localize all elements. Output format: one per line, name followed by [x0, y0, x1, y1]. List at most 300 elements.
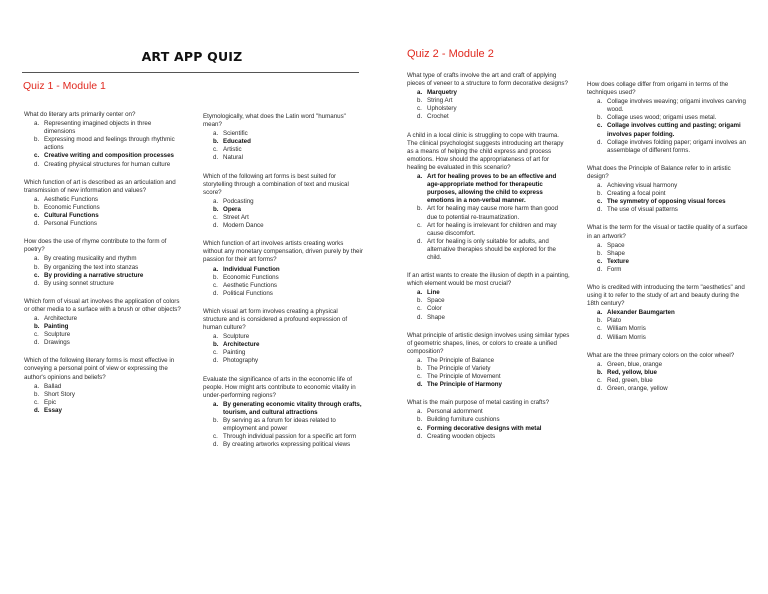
answer-options: [203, 266, 363, 298]
answer-option: [24, 264, 184, 272]
question-text: Who is credited with introducing the term "aesthetics" and using it to refer to the study of art and beauty during the 18th century?: [587, 283, 745, 308]
option-letter: b.: [417, 205, 423, 213]
option-letter: b.: [597, 249, 603, 257]
question-block: [407, 399, 570, 440]
question-block: [407, 132, 570, 263]
option-text: Aesthetic Functions: [223, 281, 277, 289]
option-text: Short Story: [44, 390, 75, 398]
answer-option: [24, 331, 184, 339]
answer-option-correct: [407, 173, 570, 205]
answer-option: [203, 214, 363, 222]
answer-option: [203, 357, 363, 365]
option-letter: b.: [213, 417, 219, 424]
question-block: [24, 357, 184, 415]
option-letter: d.: [34, 160, 40, 168]
option-letter: d.: [34, 339, 40, 347]
option-text: Painting: [223, 349, 246, 357]
option-text: Collage involves weaving; origami involves carving wood.: [607, 98, 746, 114]
question-text: Which of the following literary forms is most effective in conveying a personal point of view or expressing the author's opinions and beliefs?: [24, 357, 175, 381]
option-letter: c.: [597, 257, 603, 265]
option-letter: b.: [34, 203, 40, 211]
question-block: [407, 332, 570, 390]
option-text: Collage involves folding paper; origami involves an assemblage of different forms.: [607, 138, 746, 154]
option-text: Art for healing proves to be an effective and age-appropriate method for therapeutic purposes, allowing the child to express emotions in a non-verbal manner.: [427, 173, 557, 205]
option-text: The Principle of Variety: [427, 365, 491, 372]
option-text: Collage uses wood; origami uses metal.: [607, 114, 717, 122]
option-text: Natural: [223, 154, 243, 162]
option-text: Plato: [607, 317, 622, 325]
question-text: What is the main purpose of metal casting in crafts?: [407, 399, 550, 407]
answer-option: [203, 274, 363, 282]
answer-option: [407, 238, 570, 262]
option-letter: a.: [34, 195, 40, 203]
option-letter: d.: [34, 279, 40, 287]
option-letter: c.: [597, 376, 602, 384]
answer-option: [203, 441, 363, 449]
option-letter: c.: [213, 433, 218, 441]
option-letter: a.: [417, 408, 423, 416]
question-text: What is the term for the visual or tactile quality of a surface in an artwork?: [587, 224, 748, 240]
answer-option: [24, 339, 184, 347]
answer-option: [587, 317, 750, 325]
answer-option: [587, 334, 750, 342]
option-text: Opera: [223, 205, 241, 213]
option-letter: c.: [417, 373, 422, 381]
answer-options: [203, 401, 363, 450]
option-text: Color: [427, 305, 442, 313]
question-block: [587, 81, 750, 155]
answer-option: [203, 290, 363, 298]
option-text: Shape: [427, 313, 445, 321]
answer-options: [407, 357, 570, 389]
option-letter: d.: [417, 381, 423, 389]
answer-option: [203, 198, 363, 206]
option-text: Marquetry: [427, 89, 457, 97]
answer-option: [407, 433, 570, 441]
option-text: The symmetry of opposing visual forces: [607, 198, 726, 206]
answer-option-correct: [587, 258, 750, 266]
option-text: Street Art: [223, 214, 249, 222]
answer-options: [203, 130, 363, 162]
question-block: [587, 352, 750, 393]
answer-option: [587, 190, 750, 198]
option-letter: b.: [213, 138, 219, 146]
question-text: How does collage differ from origami in terms of the techniques used?: [587, 81, 729, 97]
option-letter: a.: [34, 382, 40, 390]
answer-option: [407, 113, 570, 121]
option-text: Alexander Baumgarten: [607, 309, 675, 317]
option-text: Epic: [44, 398, 57, 406]
option-letter: b.: [34, 323, 40, 331]
option-letter: b.: [417, 416, 423, 424]
answer-option: [24, 383, 184, 391]
option-text: Red, green, blue: [607, 376, 653, 384]
option-text: Photography: [223, 357, 259, 365]
option-text: The Principle of Movement: [427, 373, 501, 381]
document-title: ART APP QUIZ: [141, 49, 243, 64]
option-letter: d.: [213, 222, 219, 230]
option-text: Space: [607, 241, 625, 249]
answer-options: [203, 198, 363, 230]
option-text: Green, blue, orange: [607, 360, 663, 368]
quiz-2-column-2: [587, 81, 750, 403]
question-block: [203, 173, 363, 231]
option-letter: a.: [417, 173, 423, 181]
answer-option: [407, 416, 570, 424]
answer-option: [587, 182, 750, 190]
option-letter: a.: [597, 98, 603, 106]
answer-option-correct: [24, 323, 184, 331]
option-text: Drawings: [44, 339, 70, 347]
option-letter: b.: [597, 114, 603, 122]
option-text: Space: [427, 297, 445, 305]
answer-option: [407, 222, 570, 238]
option-text: Podcasting: [223, 197, 254, 205]
answer-options: [407, 173, 570, 262]
option-letter: d.: [417, 432, 423, 440]
answer-option-correct: [407, 289, 570, 297]
question-block: [203, 113, 363, 163]
question-text: A child in a local clinic is struggling to cope with trauma. The clinical psychologist suggests introducing art therapy as a means of helping the child express and process emotions. How should the appropriateness of art for healing be evaluated in this scenario?: [407, 131, 564, 171]
quiz-1-column-1: [24, 111, 184, 425]
option-letter: a.: [213, 400, 219, 408]
option-text: Green, orange, yellow: [607, 385, 668, 392]
answer-option-correct: [203, 341, 363, 349]
option-letter: b.: [597, 317, 603, 325]
option-text: By organizing the text into stanzas: [44, 263, 139, 271]
question-block: [24, 179, 184, 229]
answer-option-correct: [24, 407, 184, 415]
option-letter: b.: [34, 263, 40, 271]
option-text: Line: [427, 289, 440, 297]
question-block: [407, 272, 570, 322]
question-block: [203, 240, 363, 298]
option-text: By using sonnet structure: [44, 279, 114, 287]
answer-option: [203, 154, 363, 162]
option-text: Economic Functions: [44, 203, 100, 211]
answer-option: [24, 136, 184, 152]
answer-option: [407, 305, 570, 313]
option-letter: d.: [597, 138, 603, 146]
answer-option: [24, 196, 184, 204]
option-text: Achieving visual harmony: [607, 182, 678, 190]
option-text: Creating wooden objects: [427, 432, 496, 440]
answer-option: [587, 98, 750, 114]
answer-option: [203, 417, 363, 433]
answer-option: [407, 105, 570, 113]
option-text: Painting: [44, 323, 69, 331]
option-letter: d.: [417, 313, 423, 321]
option-text: Expressing mood and feelings through rhythmic actions: [44, 136, 175, 152]
answer-option: [587, 325, 750, 333]
option-text: Representing imagined objects in three dimensions: [44, 120, 152, 136]
option-text: William Morris: [607, 325, 646, 333]
option-letter: c.: [34, 271, 40, 279]
question-text: Etymologically, what does the Latin word "humanus" mean?: [203, 113, 346, 129]
option-letter: b.: [417, 365, 423, 372]
answer-option: [203, 130, 363, 138]
answer-option: [203, 222, 363, 230]
question-block: [587, 224, 750, 274]
option-letter: c.: [417, 105, 422, 113]
answer-option-correct: [203, 138, 363, 146]
answer-option: [203, 146, 363, 154]
option-text: By providing a narrative structure: [44, 271, 144, 279]
answer-option-correct: [203, 401, 363, 417]
answer-options: [587, 242, 750, 274]
option-letter: c.: [34, 152, 40, 160]
option-letter: c.: [34, 212, 40, 220]
option-letter: c.: [34, 398, 39, 406]
question-text: Which function of art involves artists creating works without any monetary compensation, driven purely by their passion for their art forms?: [203, 240, 363, 264]
question-text: Which visual art form involves creating a physical structure and is considered a profound expression of human culture?: [203, 307, 348, 332]
option-letter: d.: [34, 406, 40, 414]
option-letter: a.: [34, 314, 40, 322]
option-text: The Principle of Harmony: [427, 381, 502, 389]
answer-option: [24, 280, 184, 288]
option-text: Red, yellow, blue: [607, 368, 657, 376]
option-text: By generating economic vitality through crafts, tourism, and cultural attractions: [223, 400, 362, 416]
option-text: Creative writing and composition processes: [44, 152, 174, 160]
option-text: Forming decorative designs with metal: [427, 424, 542, 432]
option-letter: d.: [597, 333, 603, 341]
option-letter: c.: [34, 331, 39, 339]
option-letter: a.: [213, 265, 219, 273]
answer-option: [24, 315, 184, 323]
option-text: Art for healing is only suitable for adults, and alternative therapies should be explored for the child.: [427, 237, 556, 261]
answer-option: [407, 365, 570, 373]
option-text: Aesthetic Functions: [44, 195, 98, 203]
question-text: If an artist wants to create the illusion of depth in a painting, which element would be most crucial?: [407, 272, 570, 288]
question-block: [24, 298, 184, 348]
option-text: Personal Functions: [44, 220, 97, 228]
question-block: [587, 284, 750, 342]
question-text: What does the Principle of Balance refer to in artistic design?: [587, 164, 731, 180]
option-letter: b.: [34, 136, 40, 144]
answer-option: [24, 161, 184, 169]
answer-options: [407, 408, 570, 440]
option-letter: d.: [213, 154, 219, 162]
answer-option-correct: [24, 212, 184, 220]
option-text: Creating physical structures for human culture: [44, 160, 171, 168]
question-text: Which form of visual art involves the application of colors or other media to a surface with a brush or other objects?: [24, 297, 181, 313]
question-text: What are the three primary colors on the color wheel?: [587, 351, 735, 359]
answer-options: [587, 182, 750, 214]
answer-option-correct: [587, 122, 750, 138]
option-letter: a.: [417, 356, 423, 364]
option-letter: c.: [597, 325, 602, 333]
quiz-2-column-1: [407, 72, 570, 451]
quiz-2-title: Quiz 2 - Module 2: [407, 48, 494, 60]
option-letter: c.: [417, 305, 422, 313]
option-letter: c.: [213, 349, 218, 357]
option-text: Texture: [607, 257, 629, 265]
option-text: Essay: [44, 406, 62, 414]
option-text: Crochet: [427, 113, 449, 121]
option-text: The use of visual patterns: [607, 206, 678, 214]
answer-options: [587, 309, 750, 341]
answer-option-correct: [587, 198, 750, 206]
option-text: Individual Function: [223, 265, 280, 273]
option-letter: a.: [34, 120, 40, 128]
answer-option-correct: [203, 206, 363, 214]
answer-options: [203, 333, 363, 365]
option-letter: b.: [213, 273, 219, 281]
option-letter: b.: [34, 390, 40, 398]
question-text: What do literary arts primarily center on?: [24, 111, 136, 118]
option-text: By serving as a forum for ideas related to employment and power: [223, 417, 336, 433]
answer-option: [24, 204, 184, 212]
title-divider: [22, 72, 359, 73]
answer-option: [24, 120, 184, 136]
quiz-1-column-2: [203, 113, 363, 459]
option-letter: a.: [213, 130, 219, 138]
answer-option: [203, 349, 363, 357]
option-letter: b.: [417, 297, 423, 305]
answer-option: [407, 97, 570, 105]
option-text: String Art: [427, 97, 453, 105]
option-text: Creating a focal point: [607, 190, 666, 198]
option-letter: d.: [417, 113, 423, 121]
answer-option: [24, 391, 184, 399]
answer-option: [407, 205, 570, 221]
option-text: By creating musicality and rhythm: [44, 255, 137, 263]
answer-option: [587, 250, 750, 258]
option-text: Art for healing is irrelevant for children and may cause discomfort.: [427, 221, 557, 237]
answer-option: [587, 361, 750, 369]
option-letter: b.: [597, 190, 603, 198]
option-text: Artistic: [223, 146, 242, 154]
option-letter: d.: [34, 220, 40, 228]
option-text: Educated: [223, 138, 251, 146]
option-text: Art for healing may cause more harm than good due to potential re-traumatization.: [427, 205, 559, 221]
answer-options: [407, 89, 570, 121]
answer-option: [407, 408, 570, 416]
answer-option-correct: [407, 89, 570, 97]
option-text: Personal adornment: [427, 408, 483, 416]
option-letter: d.: [597, 385, 603, 392]
answer-option: [587, 242, 750, 250]
option-letter: a.: [597, 360, 603, 368]
answer-option: [407, 357, 570, 365]
option-letter: d.: [417, 237, 423, 245]
option-letter: c.: [213, 214, 218, 222]
answer-option-correct: [587, 369, 750, 377]
answer-options: [587, 361, 750, 393]
option-text: Architecture: [223, 341, 260, 349]
answer-option: [587, 114, 750, 122]
question-block: [203, 308, 363, 366]
quiz-1-title: Quiz 1 - Module 1: [23, 80, 106, 92]
answer-option: [203, 333, 363, 341]
answer-options: [24, 196, 184, 228]
question-block: [587, 165, 750, 215]
option-letter: b.: [417, 97, 423, 105]
option-text: William Morris: [607, 333, 646, 341]
answer-option: [203, 282, 363, 290]
option-text: Architecture: [44, 314, 78, 322]
option-text: Scientific: [223, 130, 248, 138]
answer-option-correct: [24, 272, 184, 280]
option-letter: a.: [417, 89, 423, 97]
option-text: Through individual passion for a specific art form: [223, 433, 357, 441]
option-text: Sculpture: [44, 331, 71, 339]
answer-option: [407, 314, 570, 322]
question-block: [407, 72, 570, 122]
question-block: [203, 376, 363, 450]
option-letter: d.: [213, 357, 219, 365]
question-text: Which function of art is described as an articulation and transmission of new information and values?: [24, 178, 176, 194]
option-text: By creating artworks expressing political views: [223, 441, 351, 449]
answer-option: [407, 373, 570, 381]
option-letter: a.: [597, 182, 603, 190]
answer-option: [24, 255, 184, 263]
option-letter: c.: [213, 146, 218, 154]
question-text: Which of the following art forms is best suited for storytelling through a combination of text and musical score?: [203, 172, 349, 196]
option-letter: c.: [597, 122, 603, 130]
option-text: Cultural Functions: [44, 212, 99, 220]
option-letter: b.: [213, 341, 219, 349]
option-text: The Principle of Balance: [427, 356, 495, 364]
option-text: Modern Dance: [223, 222, 264, 230]
option-letter: d.: [597, 206, 603, 214]
answer-options: [24, 255, 184, 287]
answer-options: [407, 289, 570, 321]
question-text: How does the use of rhyme contribute to the form of poetry?: [24, 238, 167, 254]
answer-option: [587, 266, 750, 274]
question-text: Evaluate the significance of arts in the economic life of people. How might arts contribute to economic vitality in under-performing regions?: [203, 375, 356, 399]
option-text: Economic Functions: [223, 273, 279, 281]
question-block: [24, 111, 184, 169]
right-page: [384, 0, 768, 594]
answer-options: [24, 315, 184, 347]
answer-option: [407, 297, 570, 305]
option-letter: b.: [597, 368, 603, 376]
question-text: What type of crafts involve the art and craft of applying pieces of veneer to a structure to form decorative designs?: [407, 72, 568, 88]
option-text: Collage involves cutting and pasting; origami involves paper folding.: [607, 122, 741, 138]
option-letter: d.: [213, 441, 219, 449]
option-letter: a.: [213, 333, 219, 341]
answer-option: [24, 220, 184, 228]
option-letter: c.: [213, 281, 218, 289]
answer-option: [203, 433, 363, 441]
answer-option: [587, 385, 750, 393]
option-text: Upholstery: [427, 105, 457, 113]
option-letter: c.: [417, 221, 422, 229]
answer-options: [587, 98, 750, 155]
option-letter: b.: [213, 205, 219, 213]
question-block: [24, 238, 184, 288]
option-letter: a.: [597, 309, 603, 317]
option-text: Ballad: [44, 382, 62, 390]
option-letter: a.: [597, 241, 603, 249]
answer-option: [587, 377, 750, 385]
option-text: Building furniture cushions: [427, 416, 500, 424]
option-letter: a.: [34, 255, 40, 263]
option-text: Sculpture: [223, 333, 250, 341]
option-text: Form: [607, 265, 622, 273]
answer-option: [587, 139, 750, 155]
answer-option-correct: [407, 425, 570, 433]
answer-option-correct: [407, 381, 570, 389]
answer-options: [24, 120, 184, 169]
option-letter: c.: [417, 424, 423, 432]
option-text: Political Functions: [223, 289, 273, 297]
answer-option: [587, 206, 750, 214]
option-letter: c.: [597, 198, 603, 206]
option-letter: a.: [417, 289, 423, 297]
answer-option: [24, 399, 184, 407]
